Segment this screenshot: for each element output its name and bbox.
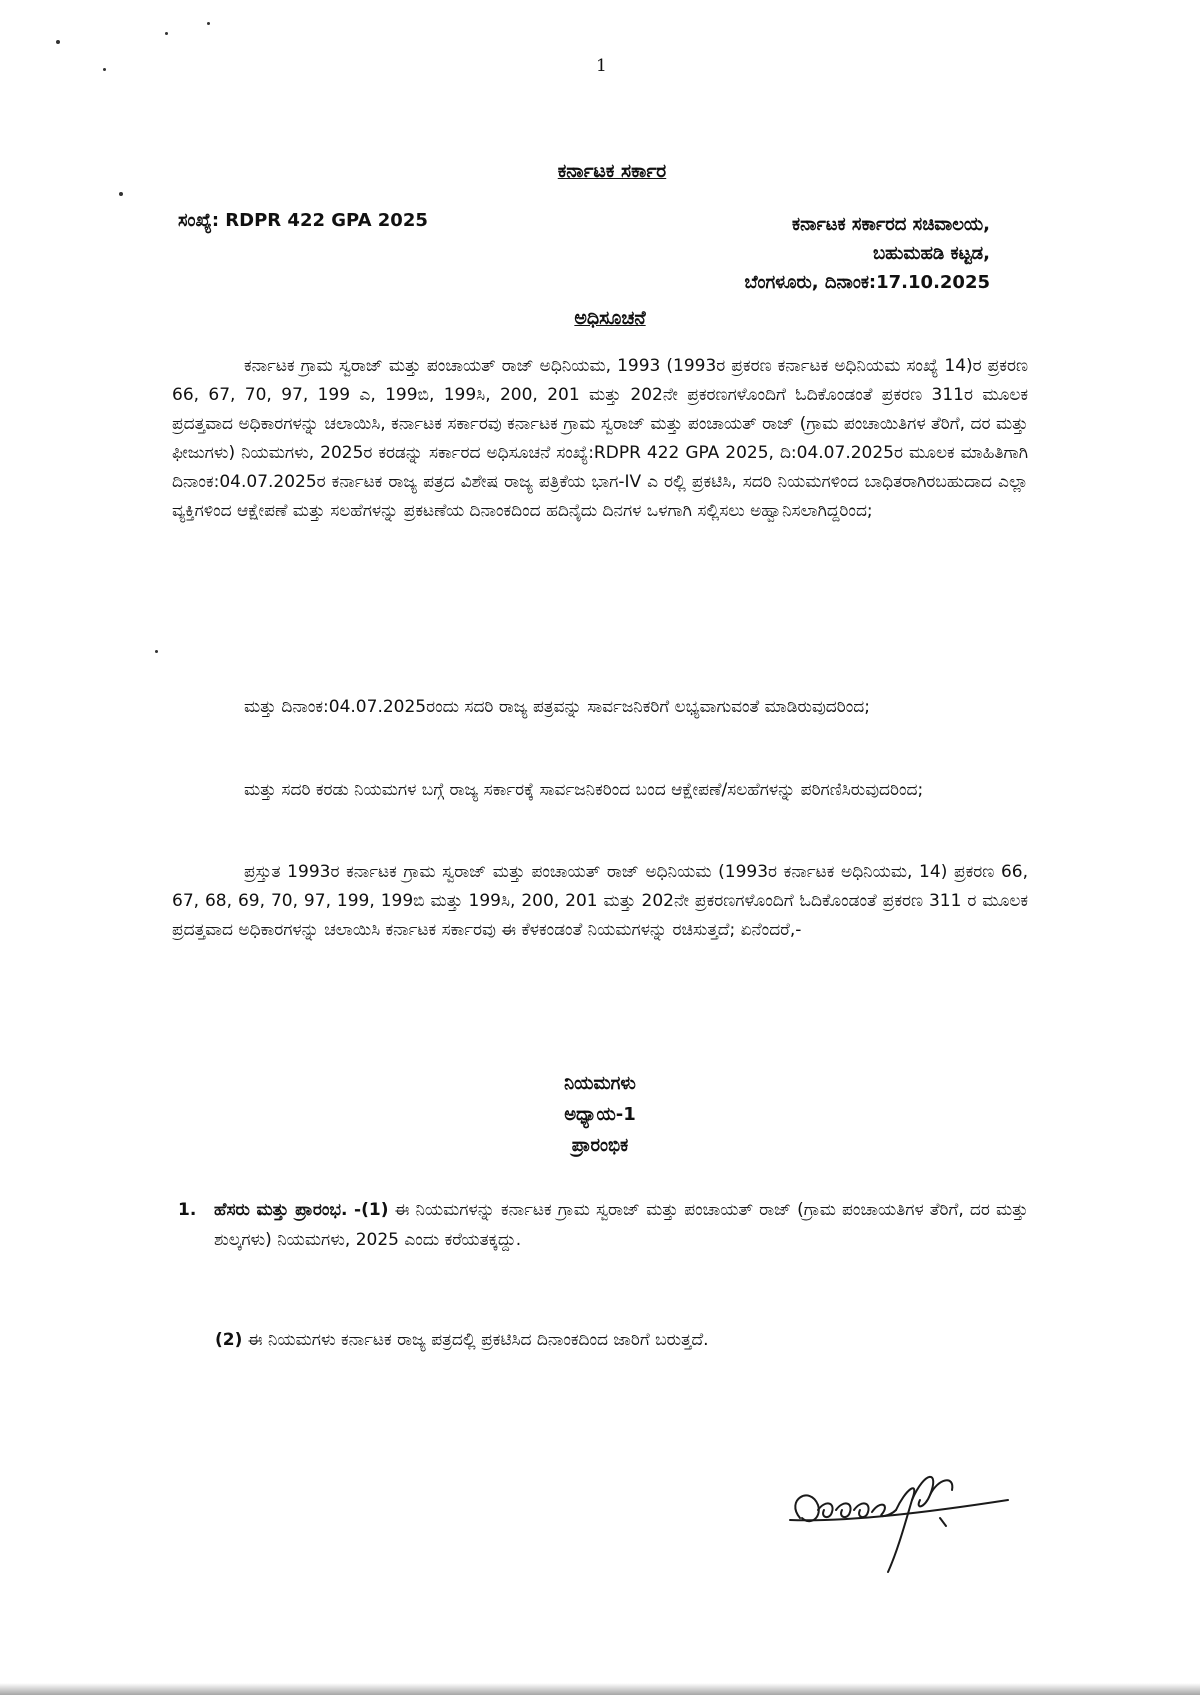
signature-stroke xyxy=(854,1503,869,1517)
address-date-line: ಬೆಂಗಳೂರು, ದಿನಾಂಕ:17.10.2025 xyxy=(744,272,990,293)
scan-edge-shadow xyxy=(0,1683,1200,1695)
scan-speck xyxy=(165,32,168,35)
signature-stroke xyxy=(912,1477,933,1506)
scan-speck xyxy=(103,68,106,71)
rule-number: 1. xyxy=(178,1200,197,1220)
scan-speck xyxy=(155,650,158,653)
address-line: ಬಹುಮಹಡಿ ಕಟ್ಟಡ, xyxy=(872,243,990,264)
reference-number: ಸಂಖ್ಯೆ: RDPR 422 GPA 2025 xyxy=(178,210,428,231)
signature-stroke xyxy=(888,1488,914,1572)
rules-title: ನಿಯಮಗಳು xyxy=(564,1073,636,1094)
signature-stroke xyxy=(940,1518,946,1526)
rule-1-subclause-2 xyxy=(215,1325,1028,1355)
signature xyxy=(780,1460,1020,1580)
signature-stroke xyxy=(818,1503,833,1517)
notification-title: ಅಧಿಸೂಚನೆ xyxy=(574,307,646,329)
preamble-paragraph: ಮತ್ತು ಸದರಿ ಕರಡು ನಿಯಮಗಳ ಬಗ್ಗೆ ರಾಜ್ಯ ಸರ್ಕಾರಕ್ಕೆ ಸಾರ್ವಜನಿಕರಿಂದ ಬಂದ ಆಕ್ಷೇಪಣೆ/ಸಲಹೆಗಳನ್ನು ಪರಿಗಣಿಸಿರುವುದರಿಂದ; xyxy=(244,780,924,800)
rule-body xyxy=(214,1195,1028,1255)
rule-1 xyxy=(178,1195,1028,1255)
rule-text: ಈ ನಿಯಮಗಳನ್ನು ಕರ್ನಾಟಕ ಗ್ರಾಮ ಸ್ವರಾಜ್ ಮತ್ತು ಪಂಚಾಯತ್ ರಾಜ್ (ಗ್ರಾಮ ಪಂಚಾಯತಿಗಳ ತೆರಿಗೆ, ದರ ಮತ್ತು ಶುಲ್ಕಗಳು) ನಿಯಮಗಳು, 2025 ಎಂದು ಕರೆಯತಕ್ಕದ್ದು. xyxy=(214,1200,1028,1250)
rule-heading: ಹೆಸರು ಮತ್ತು ಪ್ರಾರಂಭ. -(1) xyxy=(214,1200,389,1220)
address-block xyxy=(745,210,990,297)
preamble-paragraph: ಕರ್ನಾಟಕ ಗ್ರಾಮ ಸ್ವರಾಜ್ ಮತ್ತು ಪಂಚಾಯತ್ ರಾಜ್ ಅಧಿನಿಯಮ, 1993 (1993ರ ಪ್ರಕರಣ ಕರ್ನಾಟಕ ಅಧಿನಿಯಮ ಸಂಖ್ಯೆ 14)ರ ಪ್ರಕರಣ 66, 67, 70, 97, 199 ಎ, 199ಬಿ, 199ಸಿ, 200, 201 ಮತ್ತು 202ನೇ ಪ್ರಕರಣಗಳೊಂದಿಗೆ ಓದಿಕೊಂಡಂತೆ ಪ್ರಕರಣ 311ರ ಮೂಲಕ ಪ್ರದತ್ತವಾದ ಅಧಿಕಾರಗಳನ್ನು ಚಲಾಯಿಸಿ, ಕರ್ನಾಟಕ ಸರ್ಕಾರವು ಕರ್ನಾಟಕ ಗ್ರಾಮ ಸ್ವರಾಜ್ ಮತ್ತು ಪಂಚಾಯತ್ ರಾಜ್ (ಗ್ರಾಮ ಪಂಚಾಯಿತಿಗಳ ತೆರಿಗೆ, ದರ ಮತ್ತು ಫೀಜುಗಳು) ನಿಯಮಗಳು, 2025ರ ಕರಡನ್ನು ಸರ್ಕಾರದ ಅಧಿಸೂಚನೆ ಸಂಖ್ಯೆ:RDPR 422 GPA 2025, ದಿ:04.07.2025ರ ಮೂಲಕ ಮಾಹಿತಿಗಾಗಿ ದಿನಾಂಕ:04.07.2025ರ ಕರ್ನಾಟಕ ರಾಜ್ಯ ಪತ್ರದ ವಿಶೇಷ ರಾಜ್ಯ ಪತ್ರಿಕೆಯ ಭಾಗ-IV ಎ ರಲ್ಲಿ ಪ್ರಕಟಿಸಿ, ಸದರಿ ನಿಯಮಗಳಿಂದ ಬಾಧಿತರಾಗಿರಬಹುದಾದ ಎಲ್ಲಾ ವ್ಯಕ್ತಿಗಳಿಂದ ಆಕ್ಷೇಪಣೆ ಮತ್ತು ಸಲಹೆಗಳನ್ನು ಪ್ರಕಟಣೆಯ ದಿನಾಂಕದಿಂದ ಹದಿನೈದು ದಿನಗಳ ಒಳಗಾಗಿ ಸಲ್ಲಿಸಲು ಅಹ್ವಾನಿಸಲಾಗಿದ್ದರಿಂದ; xyxy=(172,356,1028,521)
chapter-subtitle: ಪ್ರಾರಂಭಿಕ xyxy=(571,1135,629,1156)
preamble-paragraph: ಪ್ರಸ್ತುತ 1993ರ ಕರ್ನಾಟಕ ಗ್ರಾಮ ಸ್ವರಾಜ್ ಮತ್ತು ಪಂಚಾಯತ್ ರಾಜ್ ಅಧಿನಿಯಮ (1993ರ ಕರ್ನಾಟಕ ಅಧಿನಿಯಮ, 14) ಪ್ರಕರಣ 66, 67, 68, 69, 70, 97, 199, 199ಬಿ ಮತ್ತು 199ಸಿ, 200, 201 ಮತ್ತು 202ನೇ ಪ್ರಕರಣಗಳೊಂದಿಗೆ ಓದಿಕೊಂಡಂತೆ ಪ್ರಕರಣ 311 ರ ಮೂಲಕ ಪ್ರದತ್ತವಾದ ಅಧಿಕಾರಗಳನ್ನು ಚಲಾಯಿಸಿ ಕರ್ನಾಟಕ ಸರ್ಕಾರವು ಈ ಕೆಳಕಂಡಂತೆ ನಿಯಮಗಳನ್ನು ರಚಿಸುತ್ತದೆ; ಏನೆಂದರೆ,- xyxy=(172,862,1028,940)
subclause-text: ಈ ನಿಯಮಗಳು ಕರ್ನಾಟಕ ರಾಜ್ಯ ಪತ್ರದಲ್ಲಿ ಪ್ರಕಟಿಸಿದ ದಿನಾಂಕದಿಂದ ಜಾರಿಗೆ ಬರುತ್ತದೆ. xyxy=(242,1330,709,1350)
preamble-paragraph: ಮತ್ತು ದಿನಾಂಕ:04.07.2025ರಂದು ಸದರಿ ರಾಜ್ಯ ಪತ್ರವನ್ನು ಸಾರ್ವಜನಿಕರಿಗೆ ಲಭ್ಯವಾಗುವಂತೆ ಮಾಡಿರುವುದರಿಂದ; xyxy=(244,697,870,717)
subclause-label: (2) xyxy=(215,1330,243,1350)
chapter-title: ಅಧ್ಯಾಯ-1 xyxy=(564,1104,636,1125)
scan-speck xyxy=(119,192,123,196)
scan-speck xyxy=(56,40,60,44)
government-title: ಕರ್ನಾಟಕ ಸರ್ಕಾರ xyxy=(557,160,667,182)
page-number: 1 xyxy=(596,56,607,76)
signature-stroke xyxy=(795,1495,818,1521)
rules-heading xyxy=(0,1068,1200,1161)
address-line: ಕರ್ನಾಟಕ ಸರ್ಕಾರದ ಸಚಿವಾಲಯ, xyxy=(791,214,990,235)
signature-stroke xyxy=(836,1503,851,1517)
scan-speck xyxy=(207,22,210,25)
